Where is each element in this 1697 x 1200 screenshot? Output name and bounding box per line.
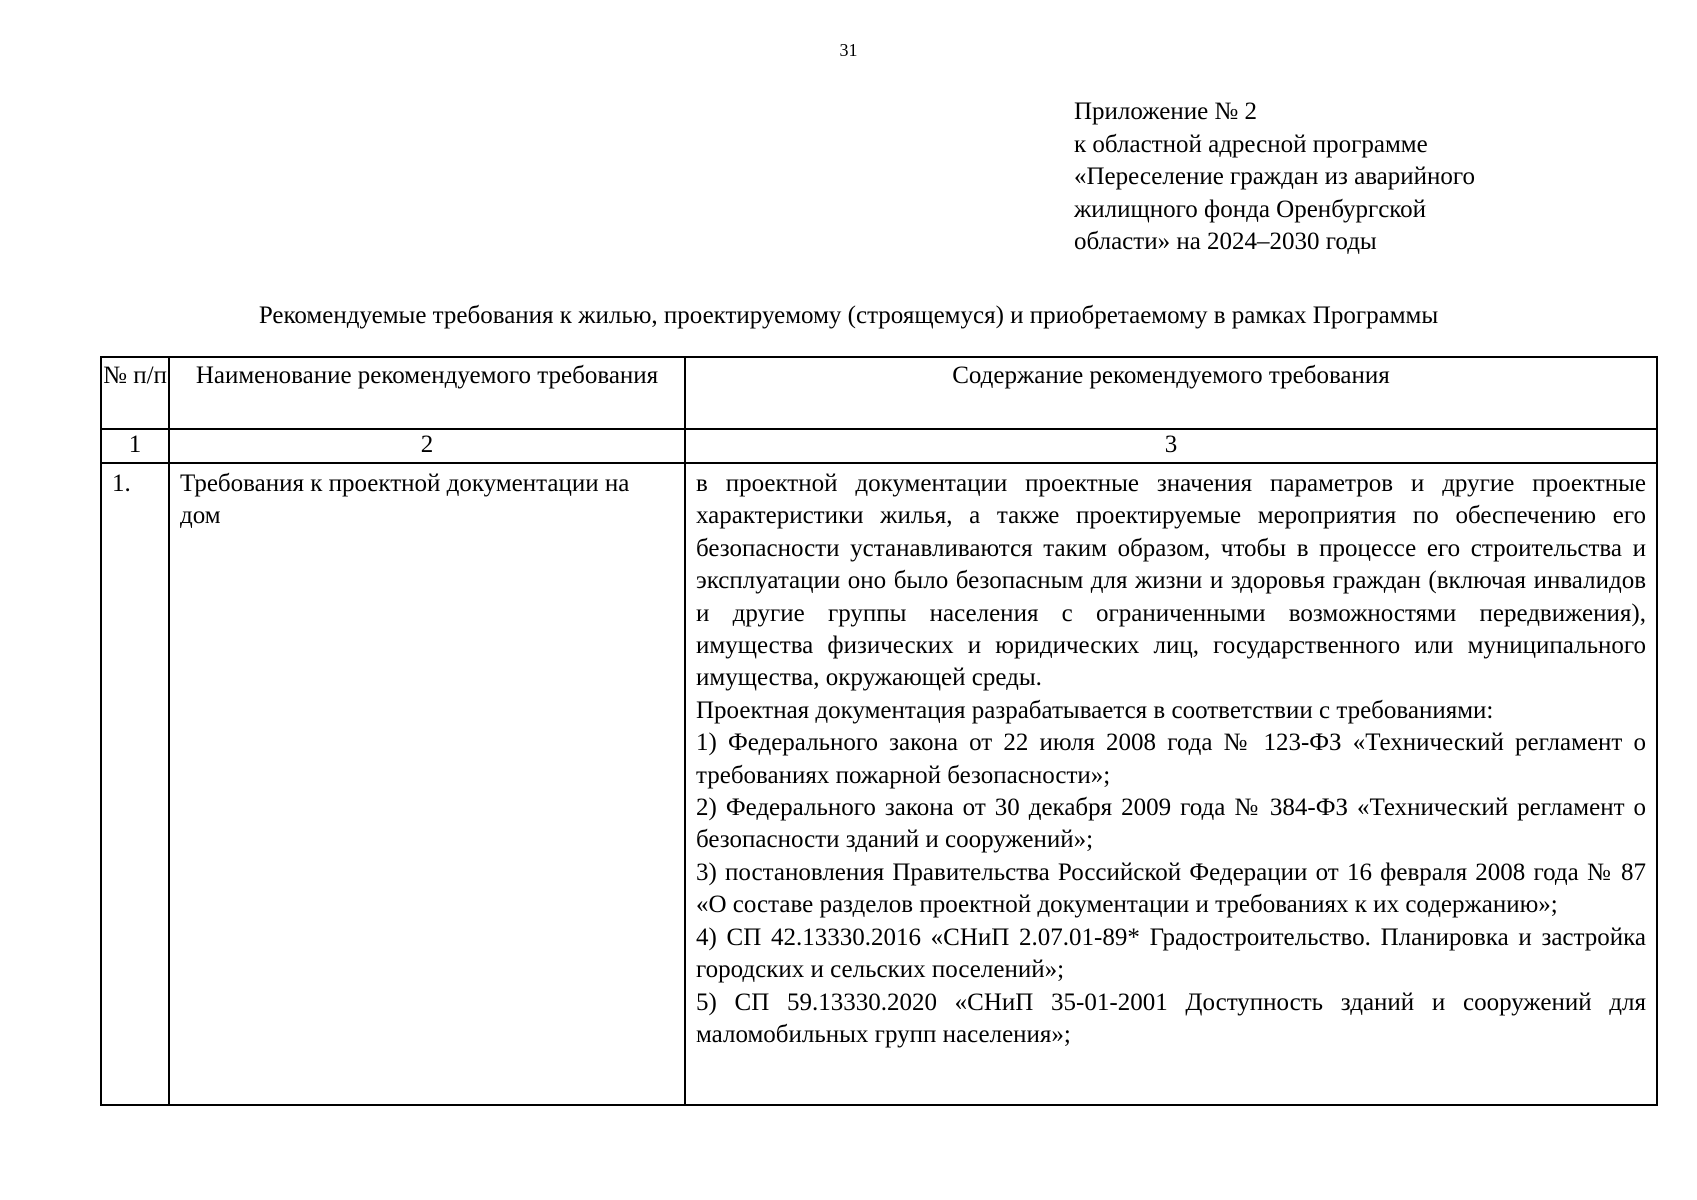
row-number: 1.: [101, 463, 169, 1105]
content-paragraph: 3) постановления Правительства Российской Федерации от 16 февраля 2008 года № 87 «О составе разделов проектной документации и требованиях к их содержанию»;: [696, 858, 1646, 919]
header-content: Содержание рекомендуемого требования: [685, 357, 1657, 429]
appendix-line: жилищного фонда Оренбургской: [1074, 195, 1427, 223]
header-name: Наименование рекомендуемого требования: [169, 357, 685, 429]
requirements-table: [100, 356, 1658, 1106]
document-title: Рекомендуемые требования к жилью, проектируемому (строящемуся) и приобретаемому в рамках Программы: [258, 302, 1439, 329]
header-num: № п/п: [101, 357, 169, 429]
appendix-line: Приложение № 2: [1074, 98, 1258, 125]
content-paragraph: 2) Федерального закона от 30 декабря 2009 года № 384-ФЗ «Технический регламент о безопасности зданий и сооружений»;: [696, 794, 1646, 854]
appendix-block: [1074, 96, 1475, 259]
column-number: 3: [685, 429, 1657, 463]
page-number: 31: [839, 40, 858, 60]
content-paragraph: Проектная документация разрабатывается в соответствии с требованиями:: [696, 696, 1494, 724]
table-row: [101, 463, 1657, 1105]
content-paragraph: 5) СП 59.13330.2020 «СНиП 35-01-2001 Доступность зданий и сооружений для маломобильных групп населения»;: [696, 988, 1646, 1048]
table-header-row: [101, 357, 1657, 429]
column-number: 2: [169, 429, 685, 463]
requirement-content: [685, 463, 1657, 1105]
content-paragraph: 4) СП 42.13330.2016 «СНиП 2.07.01-89* Градостроительство. Планировка и застройка городских и сельских поселений»;: [696, 923, 1646, 984]
appendix-line: области» на 2024–2030 годы: [1074, 228, 1377, 255]
column-number-row: [101, 429, 1657, 463]
content-paragraph: 1) Федерального закона от 22 июля 2008 года № 123-ФЗ «Технический регламент о требованиях пожарной безопасности»;: [696, 729, 1646, 789]
appendix-line: к областной адресной программе: [1074, 130, 1428, 158]
content-paragraph: в проектной документации проектные значения параметров и другие проектные характеристики жилья, а также проектируемые мероприятия по обеспечению его безопасности устанавливаются таким образом, чтобы в процессе его строительства и эксплуатации оно было безопасным для жизни и здоровья граждан (включая инвалидов и другие группы населения с ограниченными возможностями передвижения), имущества физических и юридических лиц, государственного или муниципального имущества, окружающей среды.: [696, 470, 1646, 692]
requirement-name: Требования к проектной документации на дом: [169, 463, 685, 1105]
appendix-line: «Переселение граждан из аварийного: [1074, 163, 1476, 190]
column-number: 1: [101, 429, 169, 463]
